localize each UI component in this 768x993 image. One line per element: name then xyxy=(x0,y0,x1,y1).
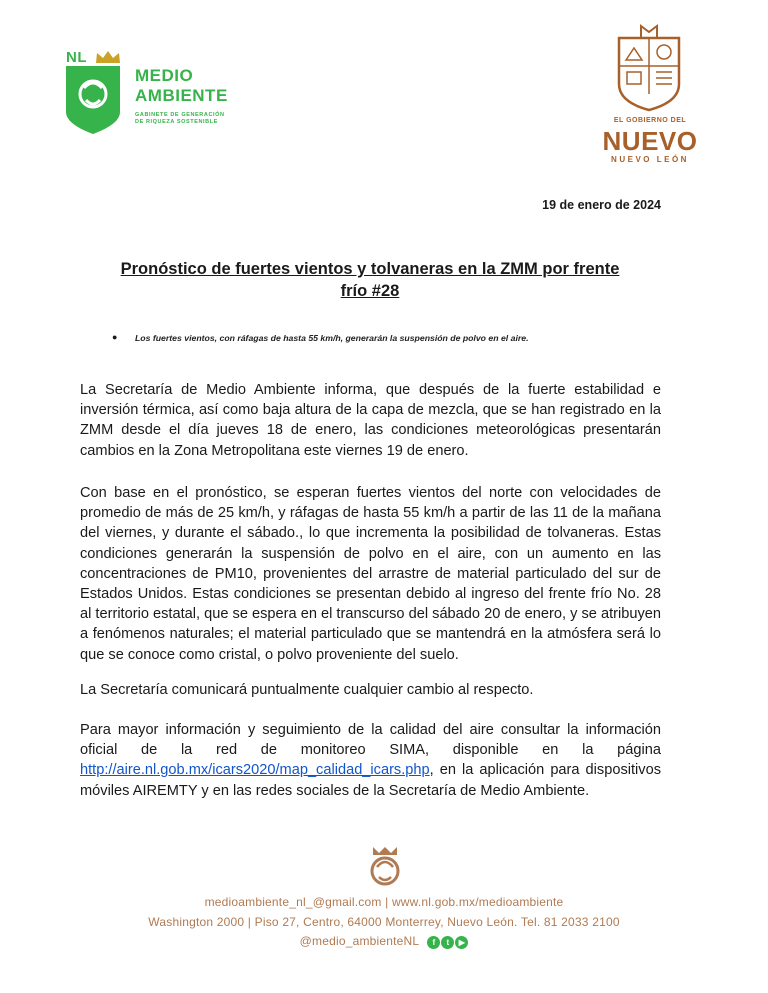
medio-ambiente-logo xyxy=(64,46,254,138)
social-icons xyxy=(426,934,468,949)
lion-emblem-icon xyxy=(365,843,405,891)
facebook-icon[interactable]: f xyxy=(427,936,440,949)
sima-link[interactable]: http://aire.nl.gob.mx/icars2020/map_calidad_icars.php xyxy=(80,762,430,779)
gov-logo-top: EL GOBIERNO DEL xyxy=(613,117,687,124)
logo-sub-line2: DE RIQUEZA SOSTENIBLE xyxy=(135,119,218,125)
document-title: Pronóstico de fuertes vientos y tolvaneras en la ZMM por frente frío #28 xyxy=(120,260,620,300)
document-date: 19 de enero de 2024 xyxy=(542,198,661,212)
social-handle: @medio_ambienteNL xyxy=(299,934,419,948)
footer-address: Washington 2000 | Piso 27, Centro, 64000 Monterrey, Nuevo León. Tel. 81 2033 2100 xyxy=(148,915,620,929)
paragraph-4-outro: , en la aplicación para dispositivos móviles AIREMTY y en las redes sociales de la Secretaría de Medio Ambiente. xyxy=(80,762,661,799)
paragraph-1: La Secretaría de Medio Ambiente informa, que después de la fuerte estabilidad e inversión térmica, así como baja altura de la capa de mezcla, que se han registrado en la ZMM desde el día jueves 18 de enero, las condiciones meteorológicas presentarán cambios en la Zona Metropolitana este viernes 19 de enero. xyxy=(80,382,661,459)
footer-contact: medioambiente_nl_@gmail.com | www.nl.gob.mx/medioambiente xyxy=(204,895,564,909)
logo-sub-line1: GABINETE DE GENERACIÓN xyxy=(135,112,225,118)
lion-shield-icon xyxy=(64,64,122,136)
gov-logo-bottom: NUEVO LEÓN xyxy=(611,155,689,164)
logo-line-ambiente: AMBIENTE xyxy=(135,86,228,105)
paragraph-4-intro: Para mayor información y seguimiento de la calidad del aire consultar la información oficial de la red de monitoreo SIMA, disponible en la página xyxy=(80,722,661,759)
highlight-bullet: Los fuertes vientos, con ráfagas de hasta 55 km/h, generarán la suspensión de polvo en el aire. xyxy=(135,333,529,343)
twitter-icon[interactable]: t xyxy=(441,936,454,949)
gov-logo-big: NUEVO xyxy=(602,126,698,156)
gobierno-nuevo-leon-logo xyxy=(590,24,710,169)
youtube-icon[interactable]: ▶ xyxy=(455,936,468,949)
footer-social xyxy=(0,934,768,949)
bullet-icon: ● xyxy=(112,332,118,342)
coat-of-arms-icon xyxy=(614,24,684,112)
crown-icon xyxy=(94,49,122,65)
paragraph-2: Con base en el pronóstico, se esperan fuertes vientos del norte con velocidades de promedio de más de 25 km/h, y ráfagas de hasta 55 km/h a partir de las 11 de la mañana del viernes, y durante el sábado., lo que incrementa la posibilidad de tolvaneras. Estas condiciones generarán la suspensión de polvo en el aire, con un aumento en las concentraciones de PM10, provenientes del arrastre de material particulado del sur de Estados Unidos. Estas condiciones se presentan debido al ingreso del frente frío No. 28 al territorio estatal, que se espera en el transcurso del sábado 20 de enero, y se atribuyen a fenómenos naturales; el material particulado que se mantendrá en la atmósfera será lo que se conoce como cristal, o polvo proveniente del suelo. xyxy=(80,485,661,663)
logo-line-medio: MEDIO xyxy=(135,66,194,85)
paragraph-4 xyxy=(80,720,661,801)
paragraph-3: La Secretaría comunicará puntualmente cualquier cambio al respecto. xyxy=(80,682,534,698)
nl-logo-text: NL xyxy=(66,49,87,66)
